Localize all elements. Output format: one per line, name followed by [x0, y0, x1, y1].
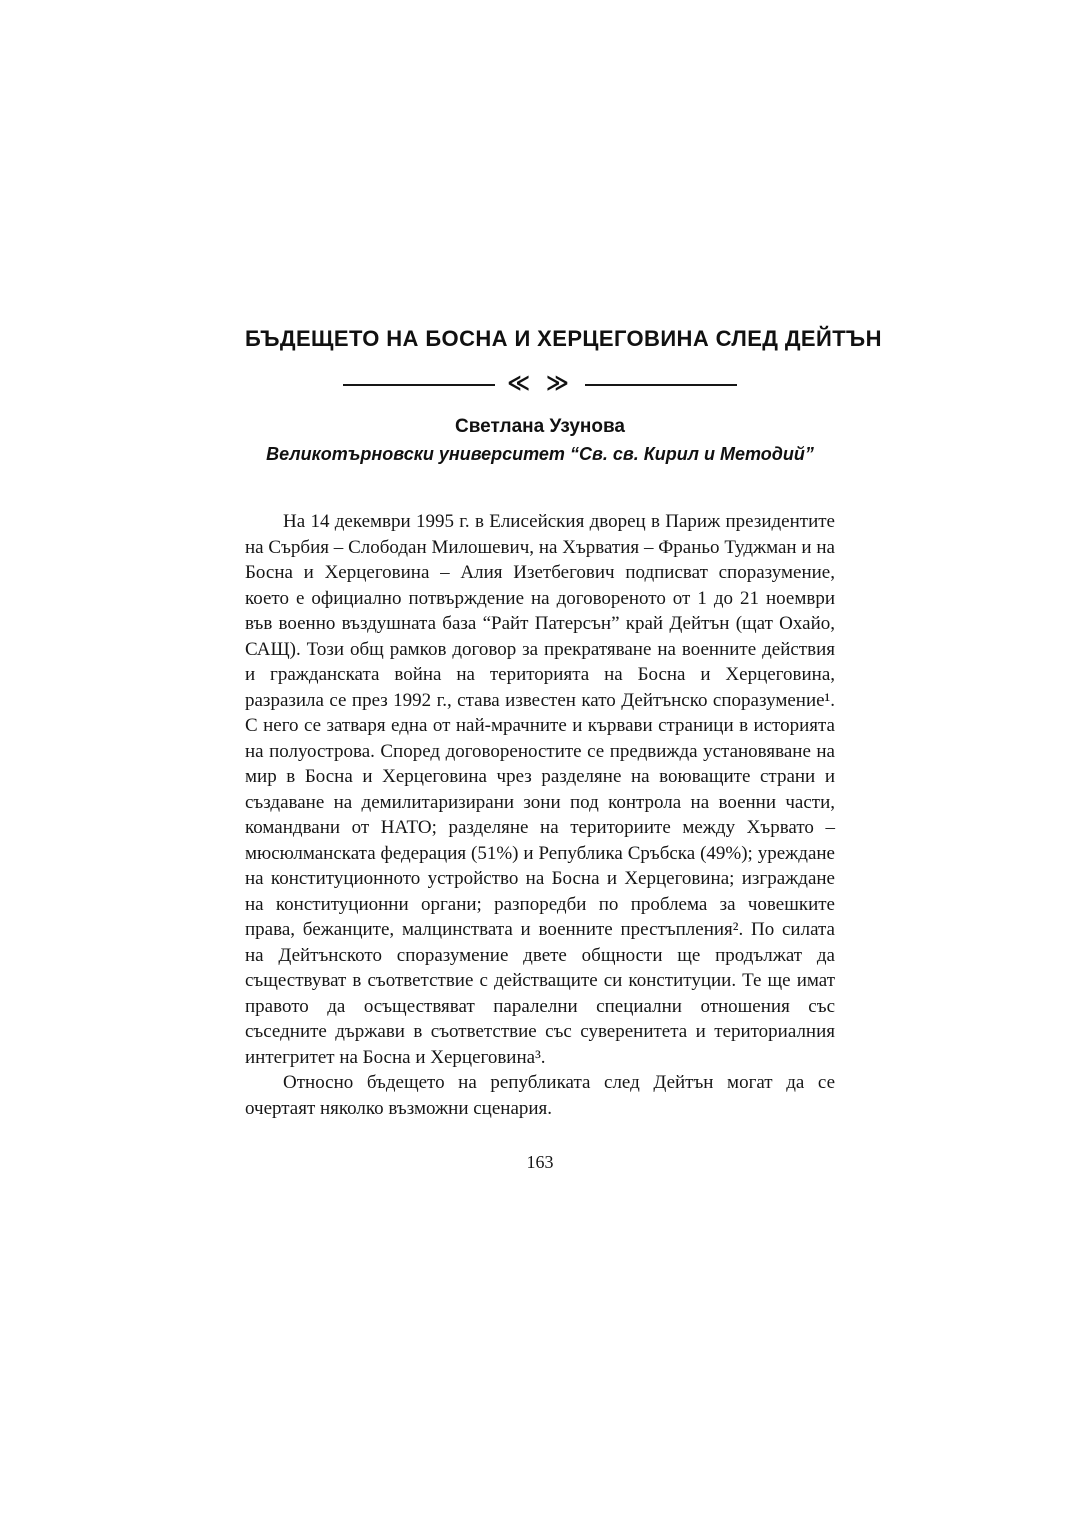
- separator-rule-right: [585, 384, 737, 386]
- author-affiliation: Великотърновски университет “Св. св. Кирил и Методий”: [266, 444, 814, 464]
- section-separator: [245, 371, 835, 399]
- paragraph: На 14 декември 1995 г. в Елисейския дворец в Париж президентите на Сърбия – Слободан Милошевич, на Хърватия – Франьо Туджман и на Босна и Херцеговина – Алия Изетбегович подписват споразумение, което е официално потвърждение на договореното от 1 до 21 ноември във военно въздушната база “Райт Патерсън” край Дейтън (щат Охайо, САЩ). Този общ рамков договор за прекратяване на военните действия и гражданската война на територията на Босна и Херцеговина, разразила се през 1992 г., става известен като Дейтънско споразумение¹. С него се затваря една от най-мрачните и кървави страници в историята на полуострова. Според договореностите се предвижда установяване на мир в Босна и Херцеговина чрез разделяне на воюващите страни и създаване на демилитаризирани зони под контрола на военни части, командвани от НАТО; разделяне на териториите между Хървато – мюсюлманската федерация (51%) и Република Сръбска (49%); уреждане на конституционното устройство на Босна и Херцеговина; изграждане на конституционни органи; разпоредби по проблема за човешките права, бежанците, малцинствата и военните престъпления². По силата на Дейтънското споразумение двете общности ще продължат да съществуват в съответствие с действащите си конституции. Те ще имат правото да осъществяват паралелни специални отношения със съседните държави в съответствие със суверенитета и териториалния интегритет на Босна и Херцеговина³.: [245, 511, 835, 1068]
- separator-ornament-icon: ≪ ≫: [507, 371, 573, 396]
- page-number: 163: [526, 1152, 554, 1172]
- text-column: [245, 0, 882, 1173]
- paragraph: Относно бъдещето на републиката след Дейтън могат да се очертаят няколко възможни сценария.: [245, 1072, 835, 1119]
- article-body: [245, 509, 835, 1121]
- author-name: Светлана Узунова: [455, 416, 625, 437]
- page-title: БЪДЕЩЕТО НА БОСНА И ХЕРЦЕГОВИНА СЛЕД ДЕЙТЪН: [245, 326, 882, 351]
- separator-rule-left: [343, 384, 495, 386]
